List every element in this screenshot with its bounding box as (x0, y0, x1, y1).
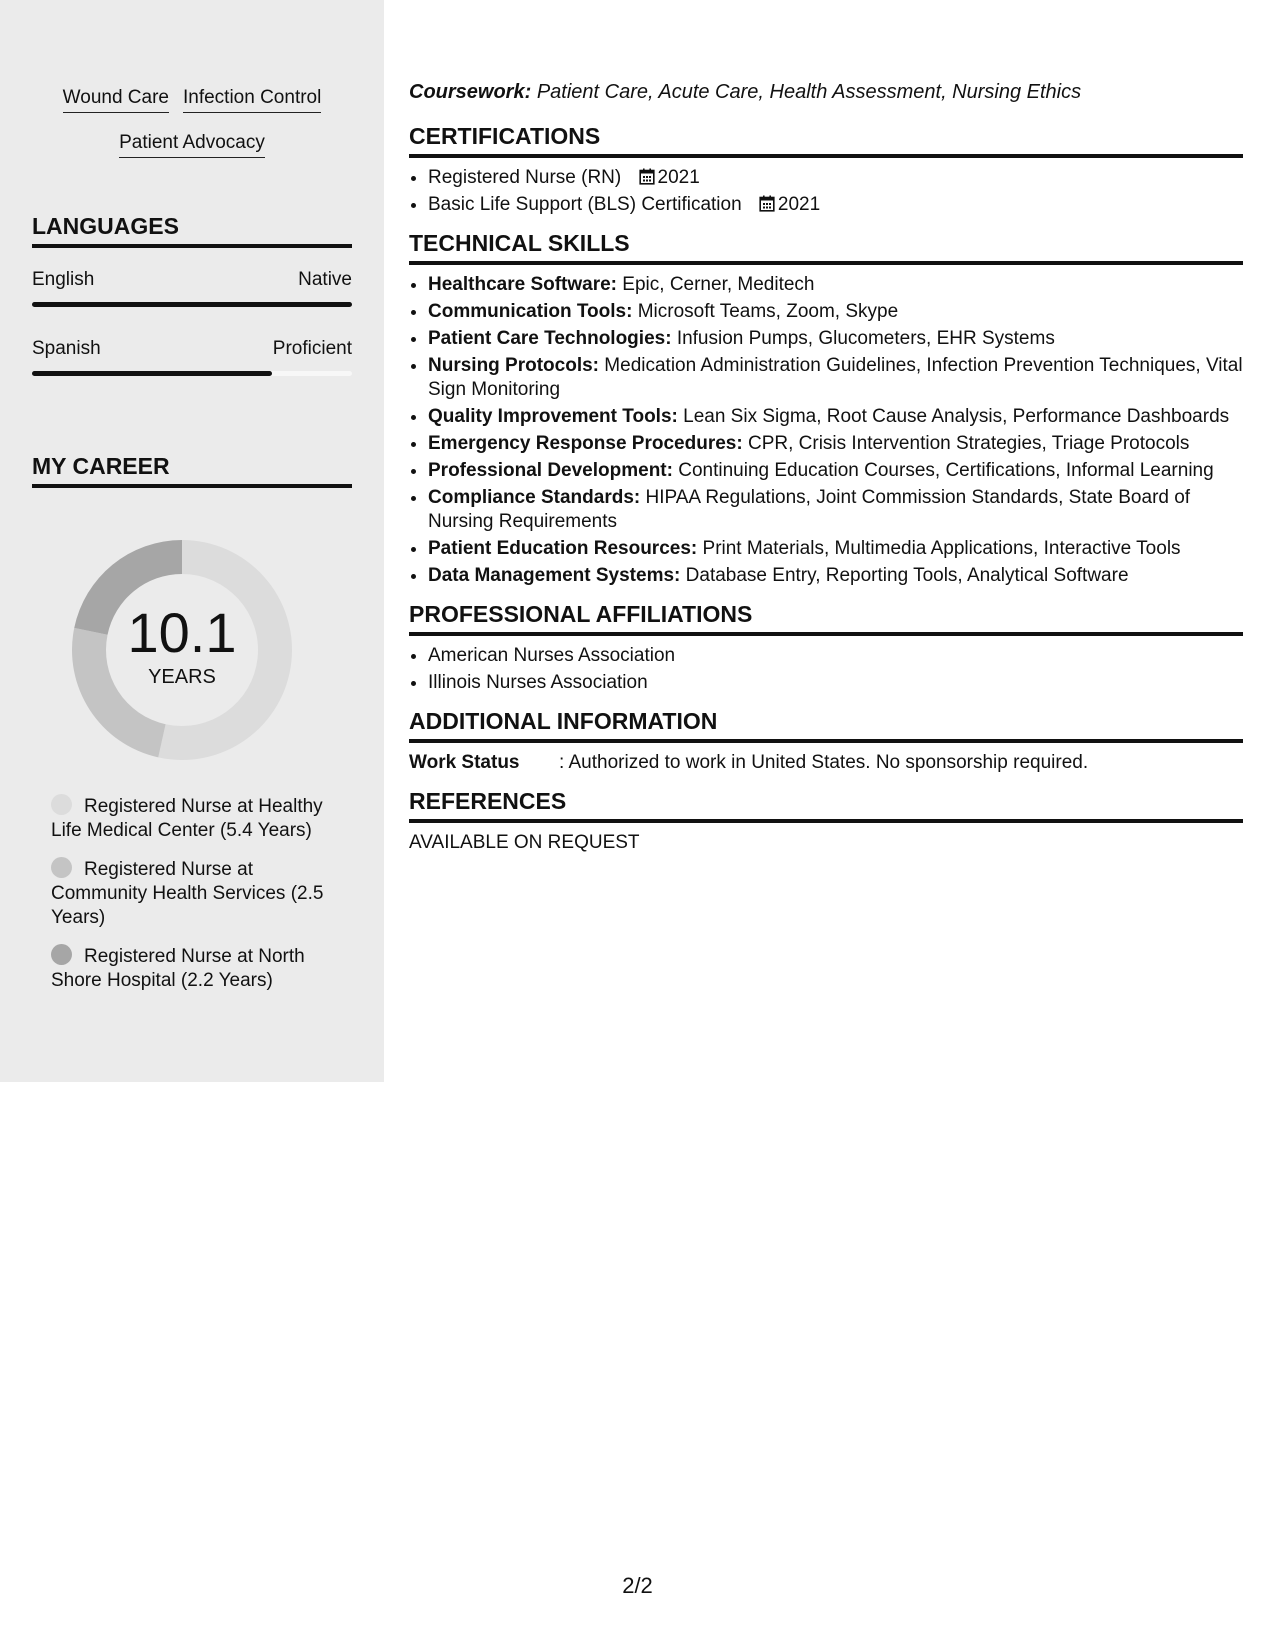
language-name: English (32, 269, 95, 290)
work-status-row (409, 751, 1243, 775)
career-total-unit: YEARS (148, 666, 216, 688)
career-legend-item (51, 794, 341, 843)
coursework (409, 78, 1243, 106)
career-legend-label: Registered Nurse at Community Health Services (2.5 Years) (51, 859, 324, 928)
skill-label: Professional Development: (428, 460, 673, 481)
language-level: Proficient (272, 338, 352, 359)
skill-value: HIPAA Regulations, Joint Commission Standards, State Board of Nursing Requirements (428, 487, 1191, 532)
skill-tags-row (32, 131, 352, 176)
skill-value: Print Materials, Multimedia Applications, Interactive Tools (702, 538, 1181, 559)
skill-item (428, 564, 1243, 588)
skill-value: Database Entry, Reporting Tools, Analytical Software (685, 565, 1129, 586)
skill-tag: Patient Advocacy (119, 131, 265, 158)
career-legend (51, 794, 341, 1007)
calendar-icon (639, 168, 655, 185)
career-total-years: 10.1 (127, 601, 237, 664)
certification-item (428, 193, 1243, 217)
affiliation-item: • American Nurses Association (428, 644, 1243, 668)
skill-item (428, 327, 1243, 351)
skill-label: Communication Tools: (428, 301, 633, 322)
career-donut-chart (62, 530, 302, 770)
language-item (32, 337, 352, 376)
coursework-label: Coursework: (409, 81, 532, 103)
language-level-bar-fill (32, 302, 352, 307)
skill-value: Medication Administration Guidelines, Infection Prevention Techniques, Vital Sign Monitoring (428, 355, 1243, 400)
skill-item (428, 354, 1243, 402)
skill-value: Epic, Cerner, Meditech (622, 274, 815, 295)
work-status-value: : Authorized to work in United States. No sponsorship required. (559, 752, 1089, 773)
skill-label: Compliance Standards: (428, 487, 641, 508)
language-name: Spanish (32, 338, 101, 359)
skill-value: Lean Six Sigma, Root Cause Analysis, Performance Dashboards (683, 406, 1230, 427)
legend-dot-icon (51, 794, 72, 815)
skill-value: CPR, Crisis Intervention Strategies, Triage Protocols (747, 433, 1190, 454)
skill-item (428, 486, 1243, 534)
skill-item (428, 300, 1243, 324)
career-legend-label: Registered Nurse at North Shore Hospital (2.2 Years) (51, 946, 305, 991)
skill-tags-row (32, 86, 352, 131)
certification-year: 2021 (657, 167, 700, 188)
skill-item (428, 537, 1243, 561)
sidebar (0, 0, 384, 1082)
languages-heading: LANGUAGES (32, 212, 352, 248)
skill-tags (32, 86, 352, 176)
work-status-label: Work Status (409, 752, 520, 773)
references-heading: REFERENCES (409, 787, 1243, 823)
skill-item (428, 405, 1243, 429)
legend-dot-icon (51, 857, 72, 878)
affiliations-list (409, 644, 1243, 695)
skill-label: Patient Education Resources: (428, 538, 698, 559)
skill-tag: Infection Control (183, 86, 321, 113)
language-level: Native (298, 269, 352, 290)
references-text: AVAILABLE ON REQUEST (409, 832, 640, 853)
technical-skills-heading: TECHNICAL SKILLS (409, 229, 1243, 265)
certifications-heading: CERTIFICATIONS (409, 122, 1243, 158)
certification-item (428, 166, 1243, 190)
skill-item (428, 459, 1243, 483)
page-number: 2/2 (622, 1573, 653, 1598)
certifications-list (409, 166, 1243, 217)
affiliation-item: • Illinois Nurses Association (428, 671, 1243, 695)
language-level-bar (32, 302, 352, 307)
career-heading: MY CAREER (32, 452, 352, 488)
skill-value: Continuing Education Courses, Certifications, Informal Learning (678, 460, 1214, 481)
calendar-icon (759, 195, 775, 212)
language-item (32, 268, 352, 307)
certification-name: Registered Nurse (RN) (428, 167, 622, 188)
certification-year: 2021 (777, 194, 821, 215)
technical-skills-list (409, 273, 1243, 588)
skill-label: Quality Improvement Tools: (428, 406, 678, 427)
skill-value: Microsoft Teams, Zoom, Skype (637, 301, 899, 322)
skill-item (428, 432, 1243, 456)
career-legend-item (51, 857, 341, 930)
career-legend-item (51, 944, 341, 993)
skill-label: Emergency Response Procedures: (428, 433, 743, 454)
additional-information-heading: ADDITIONAL INFORMATION (409, 707, 1243, 743)
coursework-text: Patient Care, Acute Care, Health Assessment, Nursing Ethics (536, 81, 1082, 103)
skill-value: Infusion Pumps, Glucometers, EHR Systems (676, 328, 1055, 349)
affiliations-heading: PROFESSIONAL AFFILIATIONS (409, 600, 1243, 636)
skill-item (428, 273, 1243, 297)
skill-label: Healthcare Software: (428, 274, 618, 295)
skill-label: Patient Care Technologies: (428, 328, 672, 349)
skill-label: Nursing Protocols: (428, 355, 600, 376)
language-level-bar (32, 371, 352, 376)
main-content (409, 78, 1243, 855)
career-legend-label: Registered Nurse at Healthy Life Medical Center (5.4 Years) (51, 796, 323, 841)
skill-tag: Wound Care (63, 86, 169, 113)
certification-name: Basic Life Support (BLS) Certification (428, 194, 742, 215)
language-level-bar-fill (32, 371, 272, 376)
legend-dot-icon (51, 944, 72, 965)
skill-label: Data Management Systems: (428, 565, 681, 586)
